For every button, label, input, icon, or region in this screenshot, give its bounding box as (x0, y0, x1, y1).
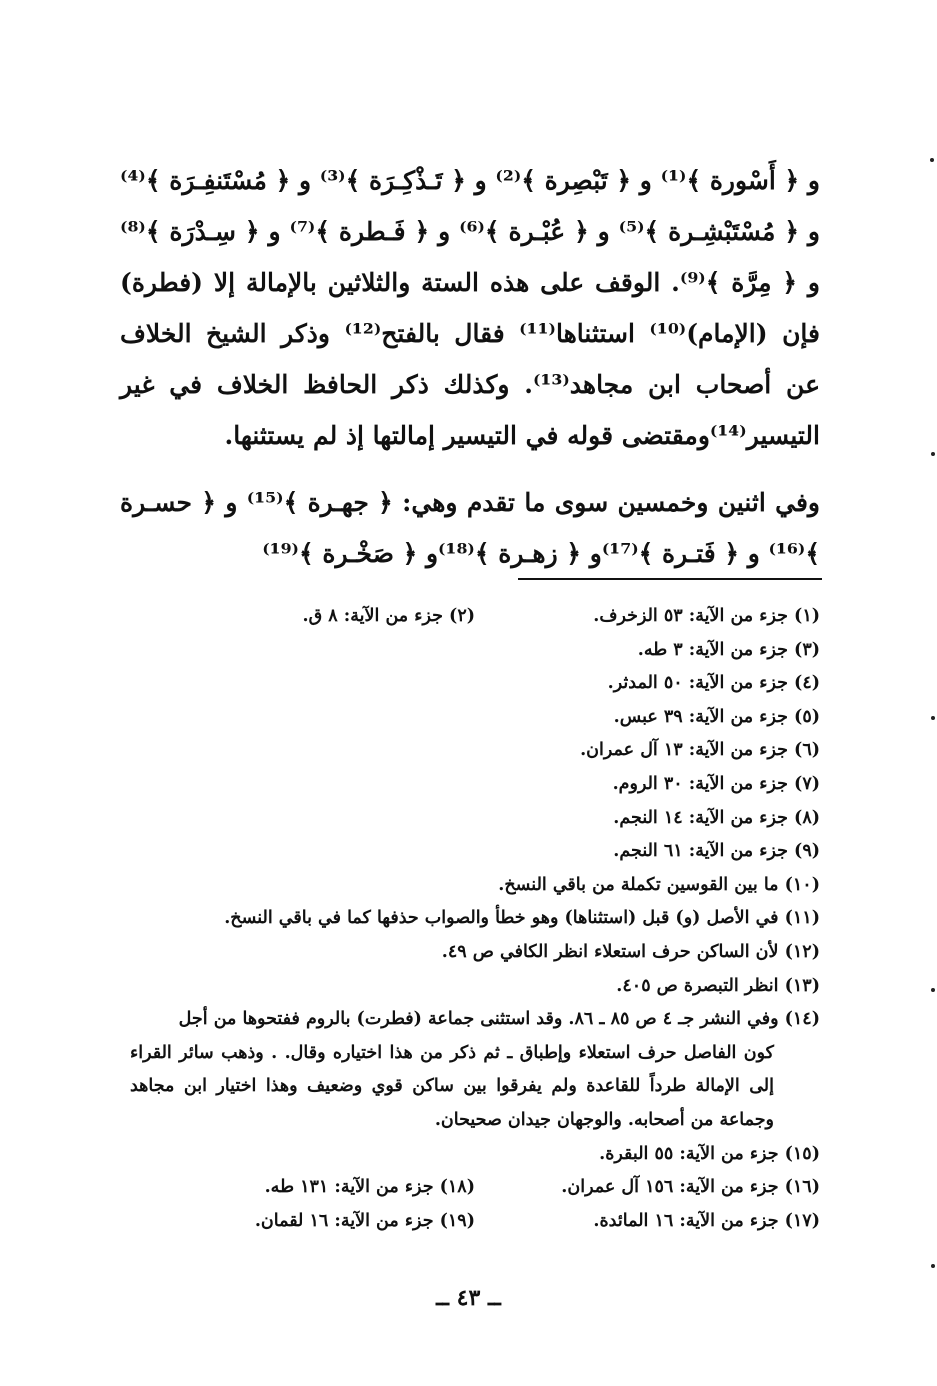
scan-speck (930, 158, 934, 162)
scan-speck (931, 716, 935, 720)
footnote-1: (١) جزء من الآية: ٥٣ الزخرف. (593, 606, 820, 626)
footnote-14 (130, 1003, 820, 1137)
scan-speck (931, 988, 935, 992)
footnote-3: (٣) جزء من الآية: ٣ طه. (637, 639, 820, 660)
footnote-19: (١٩) جزء من الآية: ١٦ لقمان. (254, 1210, 475, 1231)
page-number: ــ ٤٣ ــ (436, 1285, 501, 1311)
footnote-12: (١٢) لأن الساكن حرف استعلاء انظر الكافي ص ٤٩. (441, 941, 820, 962)
footnote-7: (٧) جزء من الآية: ٣٠ الروم. (612, 773, 820, 794)
footnote-separator (518, 578, 822, 580)
footnote-9: (٩) جزء من الآية: ٦١ النجم. (613, 841, 820, 862)
footnote-6: (٦) جزء من الآية: ١٣ آل عمران. (580, 740, 820, 761)
footnote-row-17-19 (130, 1205, 820, 1239)
footnote-18: (١٨) جزء من الآية: ١٣١ طه. (264, 1177, 475, 1198)
main-text (120, 155, 820, 579)
paragraph-1: و ﴿ أَسْورة ﴾⁽¹⁾ و ﴿ تَبْصِرة ﴾⁽²⁾ و ﴿ تَـذْكِـرَة ﴾⁽³⁾ و ﴿ مُسْتَنفِـرَة ﴾⁽⁴⁾ و ﴿ مُسْتَبْشِـرة ﴾⁽⁵⁾ و ﴿ عُبْـرة ﴾⁽⁶⁾ و ﴿ فَـطرة ﴾⁽⁷⁾ و ﴿ سِـدْرَة ﴾⁽⁸⁾ و ﴿ مِرَّة ﴾⁽⁹⁾. الوقف على هذه الستة والثلاثين بالإمالة إلا (فطرة) فإن (الإمام)⁽¹⁰⁾ استثناها⁽¹¹⁾ فقال بالفتح⁽¹²⁾ وذكر الشيخ الخلاف عن أصحاب ابن مجاهد⁽¹³⁾. وكذلك ذكر الحافظ الخلاف في غير التيسير⁽¹⁴⁾ومقتضى قوله في التيسير إمالتها إذ لم يستثنها. (120, 166, 821, 450)
footnote-14-first-line: (١٤) وفي النشر جـ ٤ ص ٨٥ ـ ٨٦. وقد استثنى جماعة (فطرت) بالروم ففتحوها من أجل (178, 1009, 820, 1030)
footnote-17: (١٧) جزء من الآية: ١٦ المائدة. (593, 1210, 820, 1231)
footnote-row-16-18 (130, 1171, 820, 1205)
scan-speck (931, 1264, 935, 1268)
footnote-10: (١٠) ما بين القوسين تكملة من باقي النسخ. (498, 874, 820, 895)
footnote-2: (٢) جزء من الآية: ٨ ق. (302, 606, 475, 626)
paragraph-2: وفي اثنين وخمسين سوى ما تقدم وهي: ﴿ جهـرة ﴾⁽¹⁵⁾ و ﴿ حسـرة ﴾⁽¹⁶⁾ و ﴿ فَتـرة ﴾⁽¹⁷⁾و ﴿ زهـرة ﴾⁽¹⁸⁾و ﴿ صَخْـرة ﴾⁽¹⁹⁾ (120, 488, 820, 568)
footnote-5: (٥) جزء من الآية: ٣٩ عبس. (613, 706, 820, 727)
footnote-4: (٤) جزء من الآية: ٥٠ المدثر. (607, 673, 820, 694)
footnote-row-1-2 (130, 600, 820, 634)
footnote-13: (١٣) انظر التبصرة ص ٤٠٥. (616, 975, 820, 996)
footnote-8: (٨) جزء من الآية: ١٤ النجم. (613, 807, 820, 828)
scan-speck (931, 452, 935, 456)
footnote-11: (١١) في الأصل (و) قبل (استثناها) وهو خطأ والصواب حذفها كما في باقي النسخ. (224, 908, 820, 929)
footnote-15: (١٥) جزء من الآية: ٥٥ البقرة. (599, 1143, 820, 1164)
footnote-16: (١٦) جزء من الآية: ١٥٦ آل عمران. (561, 1177, 820, 1198)
footnote-14-continuation: كون الفاصل حرف استعلاء وإطباق ـ ثم ذكر من هذا اختياره وقال. . وذهب سائر القراء إلى الإمالة طرداً للقاعدة ولم يفرقوا بين ساكن قوي وضعيف وهذا اختيار ابن مجاهد وجماعة من أصحابه. والوجهان جيدان صحيحان. (130, 1042, 774, 1130)
footnotes (130, 600, 820, 1238)
